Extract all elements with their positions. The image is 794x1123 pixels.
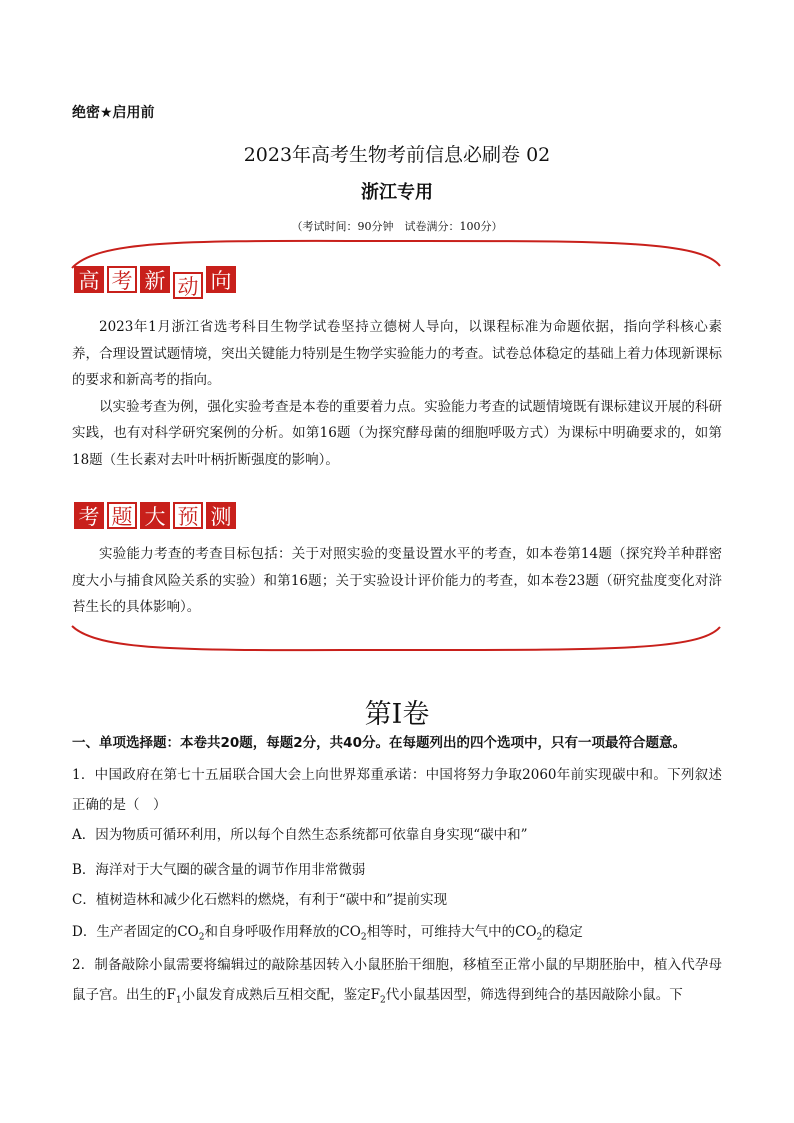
section-heading: 一、单项选择题：本卷共20题，每题2分，共40分。在每题列出的四个选项中，只有一项最符合题意。 — [72, 735, 686, 751]
option-d-text: 相等时，可维持大气中的CO — [366, 924, 537, 940]
option-d-text: D．生产者固定的CO — [72, 924, 199, 940]
question-2-text: 2．制备敲除小鼠需要将编辑过的敲除基因转入小鼠胚胎干细胞，移植至正常小鼠的早期胚胎中，植入代孕母鼠子宫。出生的F — [72, 957, 722, 1003]
paper-subtitle: 浙江专用 — [361, 182, 433, 203]
prediction-paragraph-text: 实验能力考查的考查目标包括：关于对照实验的变量设置水平的考查，如本卷第14题（探究羚羊种群密度大小与捕食风险关系的实验）和第16题；关于实验设计评价能力的考查，如本卷23题（研究盐度变化对浒苔生长的具体影响）。 — [72, 546, 722, 615]
badge-char: 考 — [107, 266, 137, 293]
badge-char: 向 — [206, 266, 236, 293]
badge-char: 新 — [140, 266, 170, 293]
badge-new-trend — [74, 266, 236, 299]
badge-char: 高 — [74, 266, 104, 293]
badge-char: 测 — [206, 502, 236, 529]
badge-char: 考 — [74, 502, 104, 529]
intro-paragraphs — [72, 314, 722, 473]
volume-title: 第Ⅰ卷 — [364, 699, 430, 730]
exam-info: （考试时间：90分钟 试卷满分：100分） — [291, 220, 503, 233]
badge-prediction — [74, 502, 236, 529]
option-d-text: 的稳定 — [542, 924, 583, 940]
subscript: 2 — [536, 932, 543, 943]
question-1-option-b: B．海洋对于大气圈的碳含量的调节作用非常微弱 — [72, 862, 366, 878]
question-2-text: 小鼠发育成熟后互相交配，鉴定F — [181, 987, 380, 1003]
banner-top-arc — [72, 241, 720, 268]
question-2-text: 代小鼠基因型，筛选得到纯合的基因敲除小鼠。下 — [385, 987, 683, 1003]
prediction-paragraph — [72, 541, 722, 621]
question-2-stem — [72, 950, 722, 1016]
intro-paragraph-2: 以实验考查为例，强化实验考查是本卷的重要着力点。实验能力考查的试题情境既有课标建议开展的科研实践，也有对科学研究案例的分析。如第16题（为探究酵母菌的细胞呼吸方式）为课标中明确要求的，如第18题（生长素对去叶叶柄折断强度的影响）。 — [72, 398, 722, 468]
badge-char: 题 — [107, 502, 137, 529]
question-1-option-d — [72, 917, 722, 953]
subscript: 2 — [379, 995, 386, 1006]
question-1-option-c: C．植树造林和减少化石燃料的燃烧，有利于“碳中和”提前实现 — [72, 892, 448, 908]
badge-char: 大 — [140, 502, 170, 529]
banner-bottom-arc — [72, 626, 720, 650]
badge-char: 预 — [173, 502, 203, 529]
subscript: 1 — [175, 995, 182, 1006]
option-d-text: 和自身呼吸作用释放的CO — [204, 924, 361, 940]
question-1-stem: 1．中国政府在第七十五届联合国大会上向世界郑重承诺：中国将努力争取2060年前实现碳中和。下列叙述正确的是（ ） — [72, 767, 722, 813]
subscript: 2 — [198, 932, 205, 943]
intro-paragraph-1: 2023年1月浙江省选考科目生物学试卷坚持立德树人导向，以课程标准为命题依据，指向学科核心素养，合理设置试题情境，突出关键能力特别是生物学实验能力的考查。试卷总体稳定的基础上着力体现新课标的要求和新高考的指向。 — [72, 319, 722, 388]
badge-char: 动 — [173, 272, 203, 299]
paper-title: 2023年高考生物考前信息必刷卷 02 — [243, 144, 551, 166]
question-1-option-a: A．因为物质可循环利用，所以每个自然生态系统都可依靠自身实现“碳中和” — [72, 827, 528, 843]
secret-mark: 绝密★启用前 — [72, 105, 155, 121]
subscript: 2 — [360, 932, 367, 943]
